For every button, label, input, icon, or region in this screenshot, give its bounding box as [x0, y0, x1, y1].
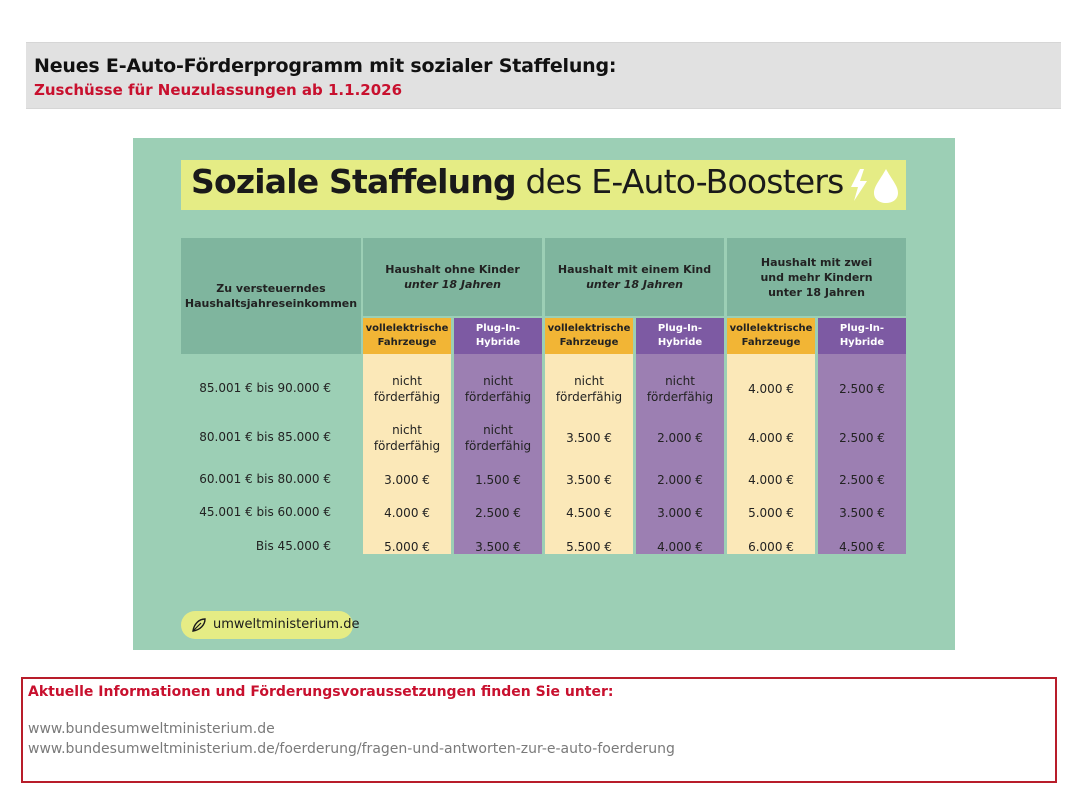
income-header-line2: Haushaltsjahreseinkommen	[184, 297, 358, 310]
subsidy-value: 4.000 €	[748, 381, 794, 396]
group-header-line3: unter 18 Jahren	[768, 285, 865, 299]
subsidy-value: 4.500 €	[566, 506, 612, 520]
group-header-line2: unter 18 Jahren	[586, 278, 683, 291]
banner-title	[191, 162, 843, 201]
subsidy-value: 2.000 €	[657, 473, 703, 487]
subsidy-value: 4.000 €	[657, 540, 703, 554]
sub-header-plugin-hybrid	[454, 318, 542, 354]
sub-header-line2: Hybride	[475, 337, 521, 348]
group-header-line1: Haushalt mit zwei	[760, 255, 873, 269]
income-header	[181, 238, 361, 354]
info-box	[21, 677, 1057, 783]
subsidy-value: 5.000 €	[748, 506, 794, 520]
infographic-panel	[133, 138, 955, 650]
not-eligible-line1: nicht	[483, 422, 513, 437]
header-bar	[26, 42, 1061, 109]
subsidy-value: 3.000 €	[657, 506, 703, 520]
subsidy-value: 3.500 €	[475, 540, 521, 554]
subsidy-value: 4.000 €	[384, 506, 430, 520]
subsidy-value	[454, 365, 542, 412]
group-header-line2: unter 18 Jahren	[404, 278, 501, 291]
sub-header-electric	[545, 318, 633, 354]
sub-header-line2: Hybride	[839, 337, 885, 348]
banner-icons	[846, 166, 904, 204]
sub-header-line1: vollelektrische	[547, 323, 631, 334]
sub-header-line2: Fahrzeuge	[377, 337, 437, 348]
not-eligible-line1: nicht	[392, 373, 422, 388]
subsidy-value	[363, 414, 451, 461]
page-subtitle: Zuschüsse für Neuzulassungen ab 1.1.2026	[34, 81, 403, 99]
sub-header-line1: Plug-In-	[839, 323, 885, 334]
not-eligible-line1: nicht	[665, 373, 695, 388]
subsidy-value: 2.000 €	[657, 430, 703, 445]
info-box-title: Aktuelle Informationen und Förderungsvoraussetzungen finden Sie unter:	[28, 684, 614, 700]
not-eligible-line2: förderfähig	[555, 389, 623, 404]
subsidy-value: 3.500 €	[566, 473, 612, 487]
not-eligible-line2: förderfähig	[646, 389, 714, 404]
link-faq-e-auto[interactable]: www.bundesumweltministerium.de/foerderung/fragen-und-antworten-zur-e-auto-foerderung	[28, 741, 675, 757]
sub-header-electric	[363, 318, 451, 354]
not-eligible-line1: nicht	[574, 373, 604, 388]
sub-header-line1: vollelektrische	[365, 323, 449, 334]
not-eligible-line2: förderfähig	[373, 438, 441, 453]
subsidy-value	[636, 365, 724, 412]
not-eligible-line1: nicht	[392, 422, 422, 437]
subsidy-value: 5.000 €	[384, 540, 430, 554]
subsidy-value	[363, 365, 451, 412]
ministry-logo-text: umweltministerium.de	[213, 617, 360, 632]
leaf-icon	[191, 617, 207, 633]
sub-header-line2: Hybride	[657, 337, 703, 348]
subsidy-value: 2.500 €	[839, 473, 885, 487]
subsidy-value: 3.000 €	[384, 473, 430, 487]
household-group-header	[363, 238, 542, 316]
subsidy-value: 5.500 €	[566, 540, 612, 554]
income-range-label: 45.001 € bis 60.000 €	[199, 505, 331, 519]
lightning-icon	[851, 169, 867, 201]
sub-header-line1: vollelektrische	[729, 323, 813, 334]
link-ministry-home[interactable]: www.bundesumweltministerium.de	[28, 721, 275, 737]
household-group-header	[727, 238, 906, 316]
subsidy-value: 2.500 €	[475, 506, 521, 520]
subsidy-value: 6.000 €	[748, 540, 794, 554]
infographic-banner	[181, 160, 906, 210]
subsidy-value: 4.500 €	[839, 540, 885, 554]
income-range-label: 80.001 € bis 85.000 €	[199, 429, 331, 444]
subsidy-value	[454, 414, 542, 461]
sub-header-plugin-hybrid	[818, 318, 906, 354]
subsidy-value	[545, 365, 633, 412]
sub-header-line1: Plug-In-	[657, 323, 703, 334]
group-header-line2: und mehr Kindern	[760, 270, 873, 284]
group-header-line1: Haushalt mit einem Kind	[557, 263, 712, 276]
not-eligible-line2: förderfähig	[464, 389, 532, 404]
group-header-line1: Haushalt ohne Kinder	[385, 263, 520, 276]
banner-title-rest: des E-Auto-Boosters	[515, 162, 844, 201]
sub-header-electric	[727, 318, 815, 354]
subsidy-value: 3.500 €	[566, 430, 612, 445]
not-eligible-line2: förderfähig	[464, 438, 532, 453]
sub-header-line1: Plug-In-	[475, 323, 521, 334]
subsidy-value: 4.000 €	[748, 473, 794, 487]
subsidy-value: 3.500 €	[839, 506, 885, 520]
page-title: Neues E-Auto-Förderprogramm mit sozialer Staffelung:	[34, 55, 617, 77]
not-eligible-line1: nicht	[483, 373, 513, 388]
income-range-label: 60.001 € bis 80.000 €	[199, 472, 331, 486]
drop-icon	[874, 169, 898, 203]
not-eligible-line2: förderfähig	[373, 389, 441, 404]
sub-header-plugin-hybrid	[636, 318, 724, 354]
income-range-label: 85.001 € bis 90.000 €	[199, 380, 331, 395]
income-range-label: Bis 45.000 €	[255, 539, 331, 553]
sub-header-line2: Fahrzeuge	[559, 337, 619, 348]
subsidy-value: 2.500 €	[839, 381, 885, 396]
subsidy-value: 1.500 €	[475, 473, 521, 487]
subsidy-value: 4.000 €	[748, 430, 794, 445]
income-header-line1: Zu versteuerndes	[216, 282, 326, 295]
ministry-logo-pill	[181, 611, 360, 639]
banner-title-bold: Soziale Staffelung	[191, 162, 516, 201]
household-group-header	[545, 238, 724, 316]
sub-header-line2: Fahrzeuge	[741, 337, 801, 348]
subsidy-value: 2.500 €	[839, 430, 885, 445]
